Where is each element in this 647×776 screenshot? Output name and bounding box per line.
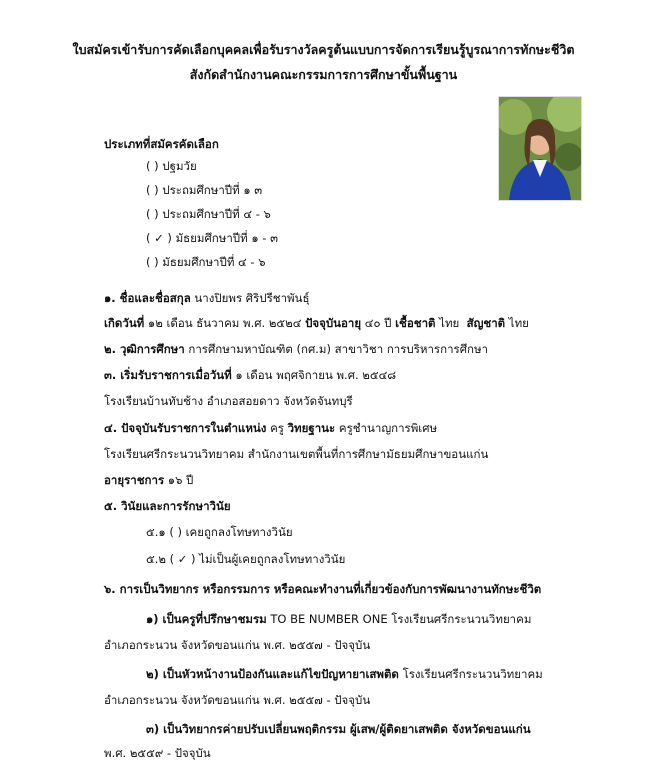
position-line: ๔. ปัจจุบันรับราชการในตำแหน่ง ครู วิทยฐานะ ครูชำนาญการพิเศษ [104,421,438,435]
name-line: ๑. ชื่อและชื่อสกุล นางปิยพร ศิริปรีชาพันธุ์ [104,291,310,305]
option-label: ปฐมวัย [162,159,197,173]
activity-3-line2: พ.ศ. ๒๕๕๙ - ปัจจุบัน [104,746,211,760]
category-option-3 [146,206,271,224]
applicant-photo [498,96,582,201]
category-option-1 [146,158,197,176]
activity-2-line2: อำเภอกระนวน จังหวัดขอนแก่น พ.ศ. ๒๕๕๗ - ปัจจุบัน [104,693,371,707]
option-label: มัธยมศึกษาปีที่ ๔ - ๖ [162,255,266,269]
activity-1-line2: อำเภอกระนวน จังหวัดขอนแก่น พ.ศ. ๒๕๕๗ - ปัจจุบัน [104,638,371,652]
checkbox-mark: ( ) [146,255,159,269]
first-school-line: โรงเรียนบ้านทับช้าง อำเภอสอยดาว จังหวัดจันทบุรี [104,394,353,408]
category-heading: ประเภทที่สมัครคัดเลือก [104,137,219,151]
discipline-option-2: ๕.๒ ( ✓ ) ไม่เป็นผู้เคยถูกลงโทษทางวินัย [146,552,346,566]
discipline-heading: ๕. วินัยและการรักษาวินัย [104,499,231,513]
form-title-line2: สังกัดสำนักงานคณะกรรมการการศึกษาขั้นพื้นฐาน [189,67,458,82]
service-start-line: ๓. เริ่มรับราชการเมื่อวันที่ ๑ เดือน พฤศจิกายน พ.ศ. ๒๕๔๘ [104,368,397,382]
checkbox-mark: ( ✓ ) [146,231,172,245]
option-label: ประถมศึกษาปีที่ ๑ ๓ [162,183,263,197]
category-option-2 [146,182,262,200]
current-school-line: โรงเรียนศรีกระนวนวิทยาคม สำนักงานเขตพื้นที่การศึกษามัธยมศึกษาขอนแก่น [104,447,489,461]
category-option-4 [146,230,278,248]
activity-3: ๓) เป็นวิทยากรค่ายปรับเปลี่ยนพฤติกรรม ผู้เสพ/ผู้ติดยาเสพติด จังหวัดขอนแก่น [146,722,531,736]
birth-line: เกิดวันที่ ๑๒ เดือน ธันวาคม พ.ศ. ๒๕๒๔ ปัจจุบันอายุ ๔๐ ปี เชื้อชาติ ไทย สัญชาติ ไทย [104,316,529,330]
discipline-option-1: ๕.๑ ( ) เคยถูกลงโทษทางวินัย [146,525,293,539]
service-years-line: อายุราชการ ๑๖ ปี [104,473,194,487]
speaker-heading: ๖. การเป็นวิทยากร หรือกรรมการ หรือคณะทำงานที่เกี่ยวข้องกับการพัฒนางานทักษะชีวิต [104,582,542,596]
activity-1: ๑) เป็นครูที่ปรึกษาชมรม TO BE NUMBER ONE โรงเรียนศรีกระนวนวิทยาคม [146,612,532,626]
checkbox-mark: ( ) [146,183,159,197]
checkbox-mark: ( ) [146,207,159,221]
checkbox-mark: ( ) [146,159,159,173]
option-label: มัธยมศึกษาปีที่ ๑ - ๓ [175,231,278,245]
activity-2: ๒) เป็นหัวหน้างานป้องกันและแก้ไขปัญหายาเสพติด โรงเรียนศรีกระนวนวิทยาคม [146,667,543,681]
form-title-line1: ใบสมัครเข้ารับการคัดเลือกบุคคลเพื่อรับรางวัลครูต้นแบบการจัดการเรียนรู้บูรณาการทักษะชีวิต [72,42,575,57]
category-option-5 [146,254,266,272]
option-label: ประถมศึกษาปีที่ ๔ - ๖ [162,207,271,221]
education-line: ๒. วุฒิการศึกษา การศึกษามหาบัณฑิต (กศ.ม) สาขาวิชา การบริหารการศึกษา [104,342,488,356]
